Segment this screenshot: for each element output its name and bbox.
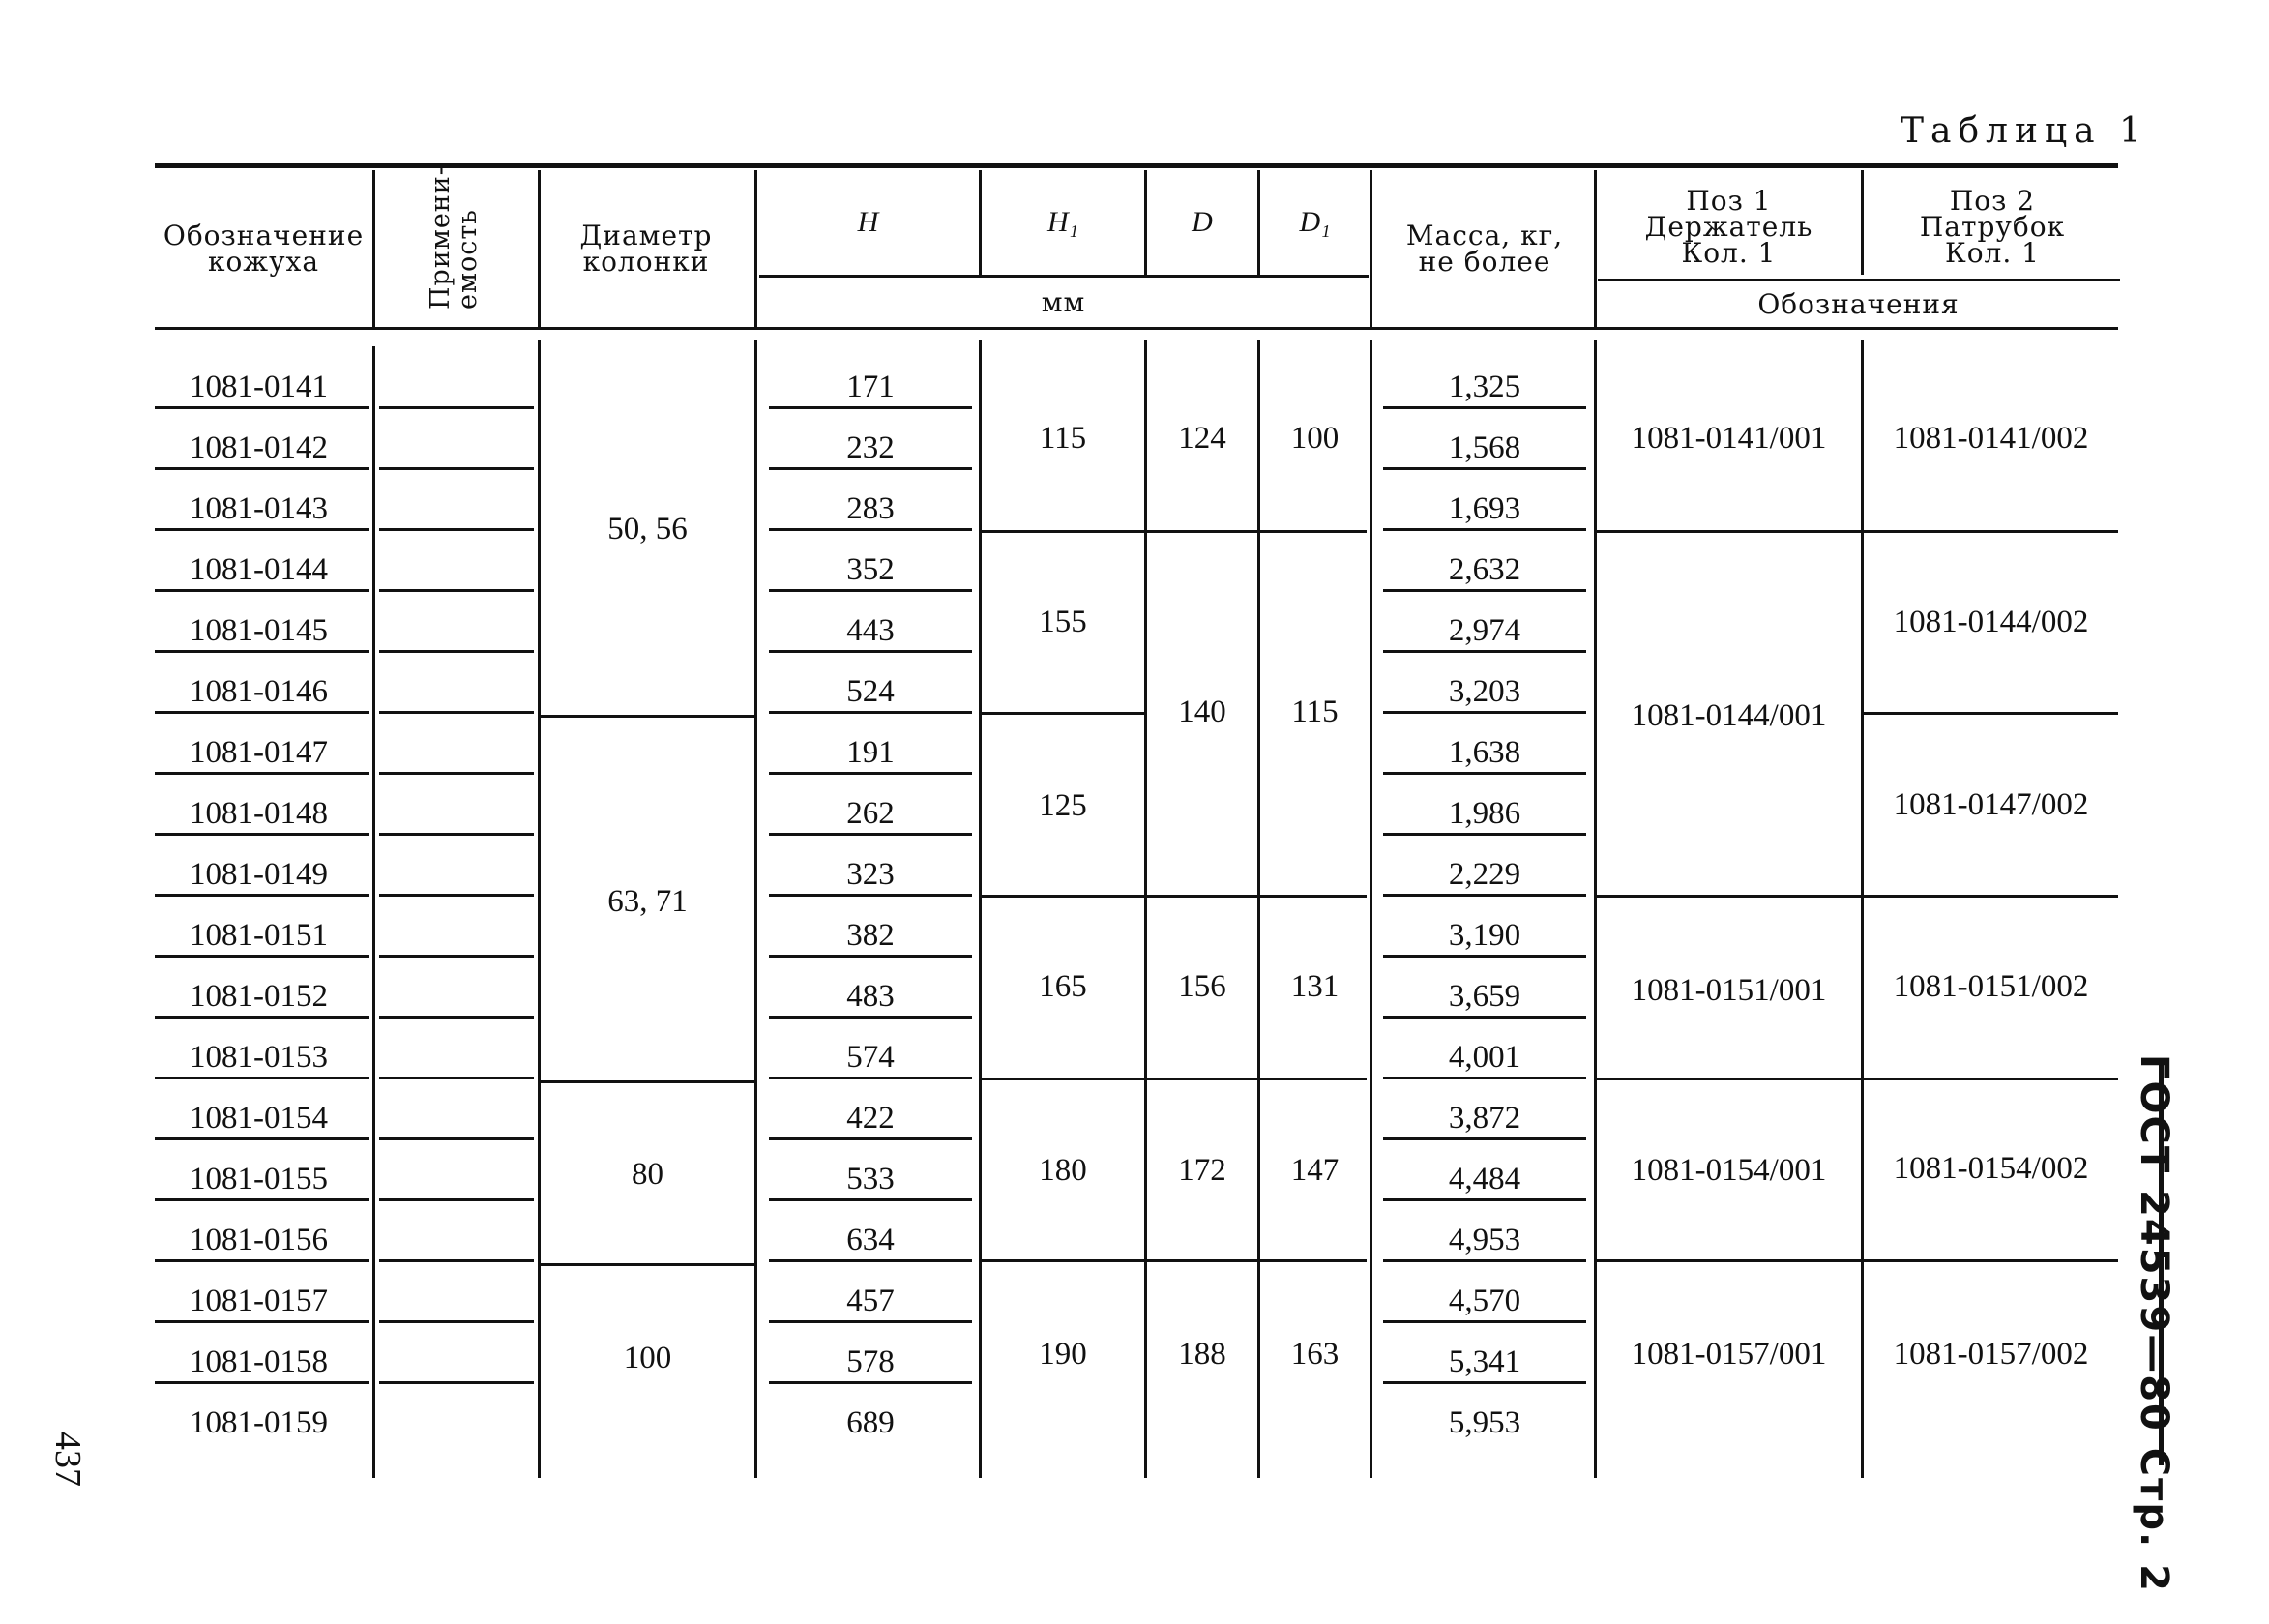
row-rule <box>379 1077 534 1079</box>
table-row-H: 232 <box>846 430 895 465</box>
row-rule <box>379 894 534 897</box>
table-row-H: 457 <box>846 1284 895 1318</box>
table-row-mass: 1,568 <box>1448 430 1521 465</box>
table-row-designation: 1081-0148 <box>190 796 328 831</box>
H1-group: 190 <box>1039 1336 1087 1372</box>
header-divider <box>1370 170 1372 327</box>
table-row-designation: 1081-0149 <box>190 857 328 892</box>
header-bottom-rule <box>155 327 2118 330</box>
header-mass: Масса, кг, не более <box>1405 220 1564 278</box>
header-pos1: Поз 1 Держатель Кол. 1 <box>1644 184 1813 269</box>
table-row-mass: 4,570 <box>1448 1284 1521 1318</box>
table-row-mass: 1,638 <box>1448 735 1521 770</box>
table-row-H: 533 <box>846 1162 895 1196</box>
pos2-group: 1081-0157/002 <box>1893 1336 2089 1372</box>
D-group: 156 <box>1178 968 1226 1004</box>
row-rule <box>379 711 534 714</box>
header-divider <box>372 170 375 327</box>
table-row-mass: 2,229 <box>1448 857 1521 892</box>
H1-group: 115 <box>1039 420 1087 456</box>
row-rule <box>379 589 534 592</box>
table-row-H: 574 <box>846 1040 895 1075</box>
header-H1: H₁ <box>1046 206 1079 238</box>
row-rule <box>379 650 534 653</box>
pos2-group: 1081-0144/002 <box>1893 604 2089 639</box>
pos1-group: 1081-0144/001 <box>1631 697 1827 733</box>
column-diameter-group: 80 <box>632 1157 663 1192</box>
row-rule <box>379 406 534 409</box>
header-designations: Обозначения <box>1757 288 1960 320</box>
row-rule <box>379 772 534 775</box>
document-side-label: ГОСТ 24539—80 Стр. 2 <box>2132 1054 2176 1593</box>
table-row-mass: 3,203 <box>1448 674 1521 709</box>
table-row-mass: 4,953 <box>1448 1223 1521 1257</box>
table-row-mass: 1,986 <box>1448 796 1521 831</box>
H1-group: 180 <box>1039 1152 1087 1188</box>
table-row-mass: 2,632 <box>1448 552 1521 587</box>
page-number: 437 <box>47 1432 88 1487</box>
table-row-H: 382 <box>846 918 895 953</box>
pos1-group: 1081-0141/001 <box>1631 420 1827 456</box>
table-row-mass: 3,659 <box>1448 979 1521 1014</box>
header-H: H <box>857 206 879 238</box>
table-row-designation: 1081-0154 <box>190 1101 328 1136</box>
table-row-H: 422 <box>846 1101 895 1136</box>
table-row-designation: 1081-0153 <box>190 1040 328 1075</box>
table-row-mass: 3,872 <box>1448 1101 1521 1136</box>
column-divider <box>372 346 375 1478</box>
table-row-H: 323 <box>846 857 895 892</box>
row-rule <box>379 955 534 958</box>
column-divider <box>1370 340 1372 1478</box>
table-row-mass: 5,341 <box>1448 1344 1521 1379</box>
table-row-designation: 1081-0151 <box>190 918 328 953</box>
row-rule <box>379 833 534 836</box>
table-row-mass: 4,484 <box>1448 1162 1521 1196</box>
header-divider <box>1861 170 1864 275</box>
H1-group: 165 <box>1039 968 1087 1004</box>
table-row-mass: 3,190 <box>1448 918 1521 953</box>
table-row-H: 283 <box>846 491 895 526</box>
table-row-H: 352 <box>846 552 895 587</box>
table-row-mass: 5,953 <box>1448 1405 1521 1440</box>
row-rule <box>379 1137 534 1140</box>
D-group: 124 <box>1178 420 1226 456</box>
table-row-designation: 1081-0141 <box>190 369 328 404</box>
column-diameter-group: 50, 56 <box>607 511 688 546</box>
column-diameter-group: 63, 71 <box>607 884 688 919</box>
column-divider <box>754 340 757 1478</box>
table-row-designation: 1081-0142 <box>190 430 328 465</box>
table-row-H: 483 <box>846 979 895 1014</box>
table-row-H: 524 <box>846 674 895 709</box>
row-rule <box>379 1259 534 1262</box>
row-rule <box>379 1381 534 1384</box>
D1-group: 115 <box>1291 694 1339 729</box>
table-row-designation: 1081-0155 <box>190 1162 328 1196</box>
table-row-H: 191 <box>846 735 895 770</box>
table-row-designation: 1081-0146 <box>190 674 328 709</box>
header-D: D <box>1192 206 1213 238</box>
table-row-H: 262 <box>846 796 895 831</box>
D1-group: 100 <box>1290 420 1340 456</box>
table-row-mass: 4,001 <box>1448 1040 1521 1075</box>
row-rule <box>379 1198 534 1201</box>
D1-group: 163 <box>1290 1336 1340 1372</box>
D-group: 188 <box>1178 1336 1226 1372</box>
table-row-H: 634 <box>846 1223 895 1257</box>
table-row-designation: 1081-0145 <box>190 613 328 648</box>
table-row-H: 689 <box>846 1405 895 1440</box>
table-row-mass: 1,693 <box>1448 491 1521 526</box>
row-rule <box>379 528 534 531</box>
header-D1: D₁ <box>1299 206 1331 238</box>
header-column-diameter: Диаметр колонки <box>579 220 713 278</box>
pos1-group: 1081-0154/001 <box>1631 1152 1827 1188</box>
table-row-designation: 1081-0158 <box>190 1344 328 1379</box>
column-diameter-group: 100 <box>623 1340 672 1375</box>
table-row-designation: 1081-0152 <box>190 979 328 1014</box>
table-row-designation: 1081-0156 <box>190 1223 328 1257</box>
pos2-group: 1081-0151/002 <box>1893 968 2089 1004</box>
table-row-designation: 1081-0159 <box>190 1405 328 1440</box>
row-rule <box>379 467 534 470</box>
table-row-designation: 1081-0144 <box>190 552 328 587</box>
header-pos2: Поз 2 Патрубок Кол. 1 <box>1919 184 2066 269</box>
D-group: 140 <box>1178 694 1226 729</box>
table-row-designation: 1081-0157 <box>190 1284 328 1318</box>
D1-group: 131 <box>1290 968 1340 1004</box>
table-row-H: 171 <box>846 369 895 404</box>
table-row-mass: 1,325 <box>1448 369 1521 404</box>
pos2-group: 1081-0141/002 <box>1893 420 2089 456</box>
header-applicability: Примени- емость <box>426 165 483 310</box>
table-row-designation: 1081-0147 <box>190 735 328 770</box>
pos1-group: 1081-0151/001 <box>1631 972 1827 1008</box>
table-row-H: 443 <box>846 613 895 648</box>
D1-group: 147 <box>1290 1152 1340 1188</box>
header-mm: мм <box>1041 286 1086 318</box>
D-group: 172 <box>1178 1152 1226 1188</box>
table-caption: Таблица 1 <box>1901 111 2148 151</box>
pos2-group: 1081-0154/002 <box>1893 1150 2089 1186</box>
table-row-designation: 1081-0143 <box>190 491 328 526</box>
pos2-group: 1081-0147/002 <box>1893 786 2089 822</box>
header-designation: Обозначение кожуха <box>162 220 365 278</box>
H1-group: 125 <box>1039 787 1087 823</box>
table-row-H: 578 <box>846 1344 895 1379</box>
table-row-mass: 2,974 <box>1448 613 1521 648</box>
H1-group: 155 <box>1039 604 1087 639</box>
row-rule <box>379 1016 534 1019</box>
row-rule <box>379 1320 534 1323</box>
pos1-group: 1081-0157/001 <box>1631 1336 1827 1372</box>
